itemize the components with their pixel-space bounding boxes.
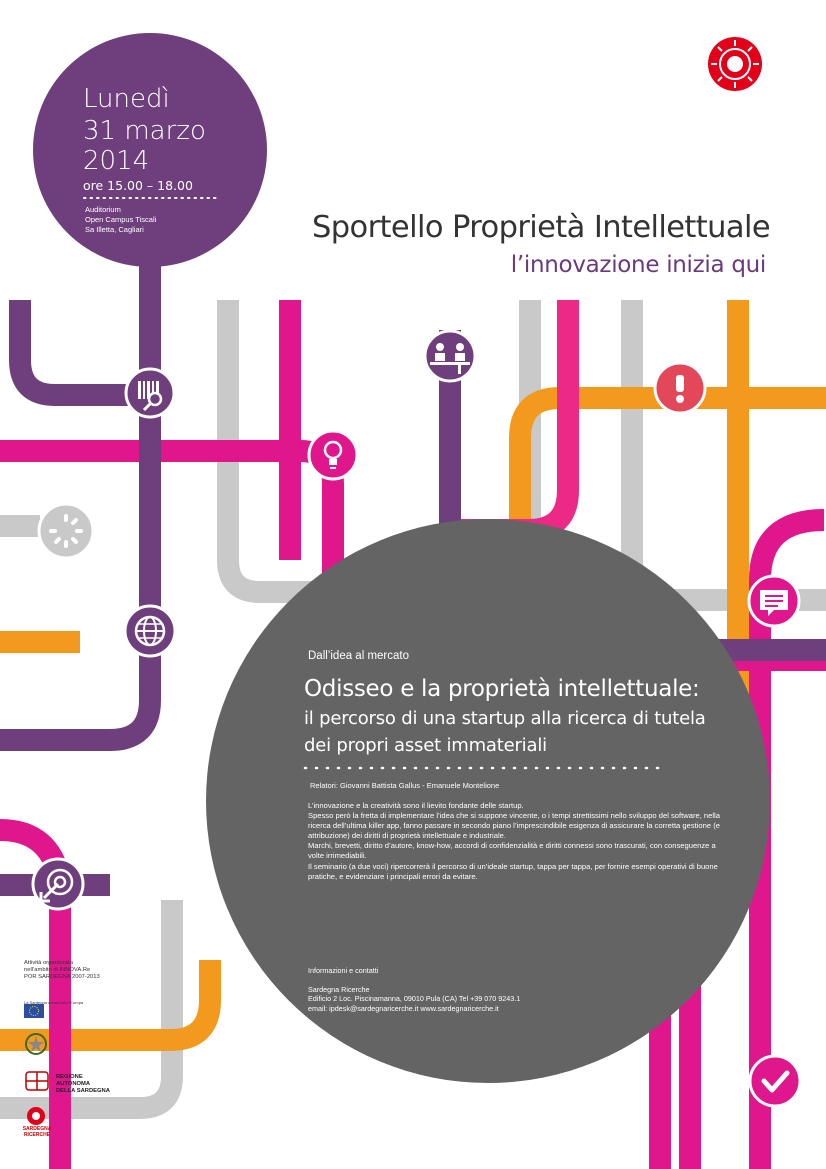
venue-line: Sa Illetta, Cagliari	[85, 225, 144, 234]
venue-line: Open Campus Tiscali	[85, 215, 157, 224]
sr-label-line: RICERCHE	[23, 1132, 51, 1138]
date-day: Lunedì	[83, 84, 170, 114]
venue-line: Auditorium	[85, 205, 121, 214]
talk-subtitle-line-2: dei propri asset immateriali	[304, 735, 547, 756]
contacts-heading: Informazioni e contatti	[308, 966, 379, 975]
regione-sardegna-logo	[26, 1072, 48, 1090]
page-title: Sportello Proprietà Intellettuale	[312, 210, 770, 245]
org-note-line: POR SARDEGNA 2007-2013	[24, 974, 100, 980]
sr-label-line: SARDEGNA	[22, 1126, 52, 1132]
sardegna-ricerche-label	[22, 1126, 52, 1138]
sardegna-ricerche-logo-icon	[708, 37, 762, 91]
page-subtitle: l’innovazione inizia qui	[510, 252, 766, 278]
sardegna-ricerche-small-logo	[27, 1107, 45, 1125]
loading-icon	[39, 504, 93, 558]
contacts-address: Edificio 2 Loc. Piscinamanna, 09010 Pula (CA) Tel +39 070 9243.1	[308, 994, 521, 1003]
contacts-email-web[interactable]: email: ipdesk@sardegnaricerche.it www.sardegnaricerche.it	[308, 1003, 499, 1013]
talk-title: Odisseo e la proprietà intellettuale:	[304, 676, 700, 702]
event-venue	[85, 205, 215, 235]
body-paragraph: Il seminario (a due voci) ripercorrerà il percorso di un’ideale startup, tappa per tappa, per fornire esempi operativi di buone pratiche, e evidenziare i principali errori da evitare.	[308, 861, 718, 881]
checkmark-icon	[750, 1056, 800, 1106]
body-paragraph: Spesso però la fretta di implementare l’idea che si suppone vincente, o i tempi strettissimi nello sviluppo del software, nella ricerca dell’ultima killer app, fanno passare in secondo piano l’imprescindibile esigenza di assicurare la corretta gestione (e attribuzione) dei diritti di proprietà intellettuale e industriale.	[308, 811, 720, 841]
org-note-line: nell’ambito di INNOVA.Re	[24, 967, 91, 973]
organizer-note	[24, 960, 114, 981]
talk-subtitle-line-1: il percorso di una startup alla ricerca di tutela	[304, 708, 706, 729]
eu-flag-logo	[24, 1004, 44, 1018]
eu-caption: La Sardegna cresce con l’Europa	[24, 1000, 84, 1005]
date-year: 2014	[83, 146, 150, 176]
body-paragraph: L’innovazione e la creatività sono il lievito fondante delle startup.	[308, 801, 524, 810]
barcode-search-icon	[126, 369, 174, 417]
region-label	[56, 1074, 110, 1095]
globe-icon	[125, 606, 175, 656]
org-note-line: Attività organizzata	[24, 960, 73, 966]
talk-description	[308, 801, 728, 882]
event-time: ore 15.00 – 18.00	[83, 178, 193, 193]
region-label-line: DELLA SARDEGNA	[56, 1088, 110, 1094]
speech-bubble-icon	[749, 576, 799, 626]
lightbulb-icon	[309, 431, 357, 479]
talk-kicker: Dall’idea al mercato	[308, 650, 409, 662]
contacts-org: Sardegna Ricerche	[308, 984, 370, 994]
meeting-icon	[425, 331, 475, 381]
region-label-line: AUTONOMA	[56, 1081, 91, 1087]
body-paragraph: Marchi, brevetti, diritto d’autore, know-how, accordi di confidenzialità e diritti connessi sono trascurati, con conseguenze a volte irrimediabili.	[308, 841, 716, 861]
region-label-line: REGIONE	[56, 1074, 83, 1080]
contacts-block	[308, 966, 568, 1013]
talk-speakers: Relatori: Giovanni Battista Gallus - Emanuele Montelione	[310, 781, 500, 790]
target-arrow-icon	[33, 859, 83, 909]
date-number: 31 marzo	[83, 116, 206, 146]
alert-icon	[655, 363, 705, 413]
